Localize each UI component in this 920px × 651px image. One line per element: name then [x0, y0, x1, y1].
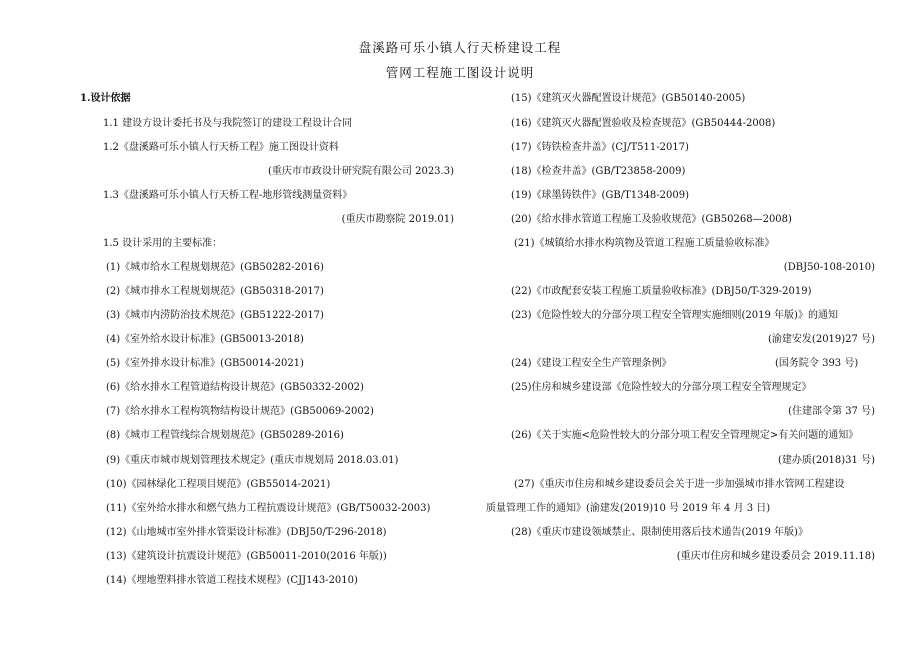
standard-item: (5)《室外排水设计标准》(GB50014-2021) [106, 358, 304, 369]
document-subtitle: 管网工程施工图设计说明 [385, 65, 535, 80]
text-line: (国务院令 393 号) [775, 358, 859, 369]
standard-item: (19)《球墨铸铁件》(GB/T1348-2009) [511, 190, 689, 201]
text-line: (DBJ50-108-2010) [783, 262, 875, 273]
text-line: (重庆市市政设计研究院有限公司 2023.3) [268, 166, 454, 177]
standard-item: (11)《室外给水排水和燃气热力工程抗震设计规范》(GB/T50032-2003) [106, 503, 431, 514]
text-line: (住建部令第 37 号) [788, 406, 875, 417]
standard-item: (26)《关于实施<危险性较大的分部分项工程安全管理规定>有关问题的通知》 [511, 430, 859, 441]
standard-item: (17)《铸铁检查井盖》(CJ/T511-2017) [511, 142, 689, 153]
text-line: (重庆市住房和城乡建设委员会 2019.11.18) [676, 551, 875, 562]
standard-item: (27)《重庆市住房和城乡建设委员会关于进一步加强城市排水管网工程建设 [514, 479, 845, 490]
document-title: 盘溪路可乐小镇人行天桥建设工程 [358, 40, 562, 55]
text-line: (建办质(2018)31 号) [778, 455, 875, 466]
text-line: (重庆市勘察院 2019.01) [341, 214, 454, 225]
text-line: 1.2《盘溪路可乐小镇人行天桥工程》施工图设计资料 [103, 142, 339, 153]
text-line: 1.5 设计采用的主要标准： [103, 238, 223, 249]
standard-item: (1)《城市给水工程规划规范》(GB50282-2016) [106, 262, 324, 273]
standard-item: (10)《园林绿化工程项目规范》(GB55014-2021) [106, 479, 331, 490]
text-line: 1.1 建设方设计委托书及与我院签订的建设工程设计合同 [103, 118, 353, 129]
standard-item: (4)《室外给水设计标准》(GB50013-2018) [106, 334, 304, 345]
standard-item: (7)《给水排水工程构筑物结构设计规范》(GB50069-2002) [106, 406, 374, 417]
standard-item: (24)《建设工程安全生产管理条例》 [511, 358, 672, 369]
standard-item: (20)《给水排水管道工程施工及验收规范》(GB50268—2008) [511, 214, 792, 225]
standard-item: (16)《建筑灭火器配置验收及检查规范》(GB50444-2008) [511, 118, 776, 129]
standard-item: (21)《城镇给水排水构筑物及管道工程施工质量验收标准》 [514, 238, 775, 249]
standard-item: (13)《建筑设计抗震设计规范》(GB50011-2010(2016 年版)) [106, 551, 387, 562]
standard-item: (23)《危险性较大的分部分项工程安全管理实施细则(2019 年版)》的通知 [511, 310, 838, 321]
standard-item: (22)《市政配套安装工程施工质量验收标准》(DBJ50/T-329-2019) [511, 286, 812, 297]
standard-item: (14)《埋地塑料排水管道工程技术规程》(CJJ143-2010) [106, 575, 358, 586]
standard-item: (6)《给水排水工程管道结构设计规范》(GB50332-2002) [106, 382, 364, 393]
standard-item: (18)《检查井盖》(GB/T23858-2009) [511, 166, 686, 177]
standard-item: (2)《城市排水工程规划规范》(GB50318-2017) [106, 286, 324, 297]
text-line: 质量管理工作的通知》(渝建发(2019)10 号 2019 年 4 月 3 日) [486, 503, 771, 514]
standard-item: (9)《重庆市城市规划管理技术规定》(重庆市规划局 2018.03.01) [106, 455, 399, 466]
standard-item: (25)住房和城乡建设部《危险性较大的分部分项工程安全管理规定》 [511, 382, 812, 393]
standard-item: (28)《重庆市建设领域禁止、限制使用落后技术通告(2019 年版)》 [511, 527, 808, 538]
standard-item: (12)《山地城市室外排水管渠设计标准》(DBJ50/T-296-2018) [106, 527, 387, 538]
text-line: 1.3《盘溪路可乐小镇人行天桥工程-地形管线测量资料》 [103, 190, 353, 201]
standard-item: (3)《城市内涝防治技术规范》(GB51222-2017) [106, 310, 324, 321]
section-heading: 1.设计依据 [80, 93, 131, 104]
standard-item: (8)《城市工程管线综合规划规范》(GB50289-2016) [106, 430, 344, 441]
standard-item: (15)《建筑灭火器配置设计规范》(GB50140-2005) [511, 93, 746, 104]
text-line: (渝建安发(2019)27 号) [768, 334, 875, 345]
